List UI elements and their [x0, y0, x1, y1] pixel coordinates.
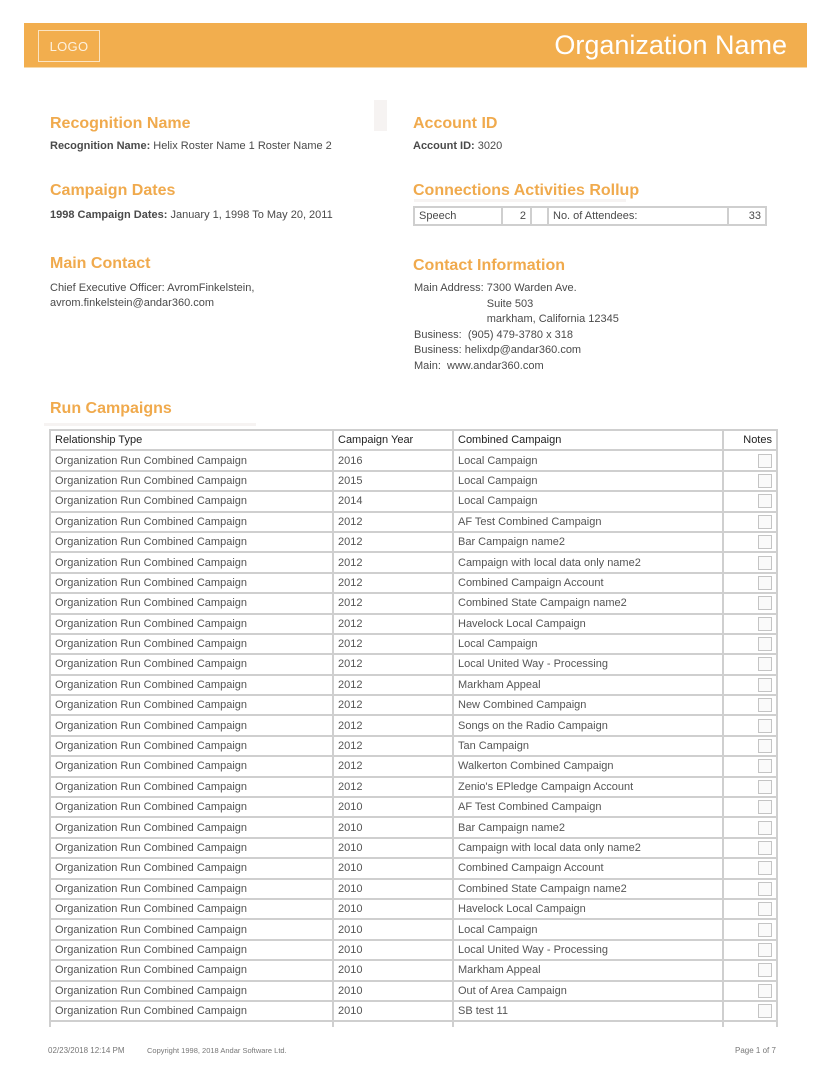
notes-cell — [723, 981, 777, 1001]
decorative-underline — [44, 423, 256, 426]
relationship-type-cell: Organization Run Combined Campaign — [50, 736, 333, 756]
combined-campaign-cell: AF Test Combined Campaign — [453, 512, 723, 532]
notes-cell — [723, 573, 777, 593]
campaign-year-cell: 2012 — [333, 552, 453, 572]
combined-campaign-cell: Local Campaign — [453, 471, 723, 491]
relationship-type-cell: Organization Run Combined Campaign — [50, 919, 333, 939]
main-contact-email: avrom.finkelstein@andar360.com — [50, 297, 215, 309]
table-row — [50, 593, 777, 613]
table-row — [50, 512, 777, 532]
table-row — [50, 756, 777, 776]
address-line1: 7300 Warden Ave. — [486, 282, 577, 294]
table-row — [50, 960, 777, 980]
table-row — [50, 838, 777, 858]
empty-cell — [333, 1021, 453, 1027]
relationship-type-cell: Organization Run Combined Campaign — [50, 797, 333, 817]
notes-cell — [723, 532, 777, 552]
recognition-name-value: Helix Roster Name 1 Roster Name 2 — [153, 140, 332, 152]
notes-cell — [723, 817, 777, 837]
rollup-table — [413, 206, 767, 226]
table-row — [50, 634, 777, 654]
main-website-label: Main: — [414, 359, 448, 372]
notes-checkbox[interactable] — [758, 617, 772, 631]
notes-checkbox[interactable] — [758, 882, 772, 896]
business-phone-label: Business: — [414, 328, 468, 341]
rollup-attendees-count: 33 — [748, 210, 761, 222]
rollup-activity: Speech — [415, 208, 503, 224]
notes-checkbox[interactable] — [758, 637, 772, 651]
notes-cell — [723, 634, 777, 654]
notes-checkbox[interactable] — [758, 963, 772, 977]
contact-information-heading: Contact Information — [413, 257, 565, 274]
empty-cell — [50, 1021, 333, 1027]
combined-campaign-cell: Combined Campaign Account — [453, 573, 723, 593]
combined-campaign-cell: Local United Way - Processing — [453, 654, 723, 674]
notes-checkbox[interactable] — [758, 535, 772, 549]
combined-campaign-cell: AF Test Combined Campaign — [453, 797, 723, 817]
combined-campaign-cell: Campaign with local data only name2 — [453, 838, 723, 858]
campaign-year-cell: 2012 — [333, 675, 453, 695]
account-id-field — [413, 139, 502, 154]
relationship-type-cell: Organization Run Combined Campaign — [50, 981, 333, 1001]
notes-cell — [723, 512, 777, 532]
combined-campaign-cell: Havelock Local Campaign — [453, 614, 723, 634]
footer-page-number: Page 1 of 7 — [735, 1046, 776, 1055]
combined-campaign-cell: Local Campaign — [453, 450, 723, 470]
notes-checkbox[interactable] — [758, 678, 772, 692]
notes-checkbox[interactable] — [758, 576, 772, 590]
table-row — [50, 532, 777, 552]
notes-checkbox[interactable] — [758, 698, 772, 712]
relationship-type-cell: Organization Run Combined Campaign — [50, 817, 333, 837]
notes-checkbox[interactable] — [758, 739, 772, 753]
relationship-type-cell: Organization Run Combined Campaign — [50, 1001, 333, 1021]
notes-checkbox[interactable] — [758, 943, 772, 957]
table-row — [50, 695, 777, 715]
main-contact-line1: Chief Executive Officer: AvromFinkelstein, — [50, 282, 255, 294]
table-row — [50, 981, 777, 1001]
notes-cell — [723, 654, 777, 674]
campaign-year-cell: 2010 — [333, 940, 453, 960]
notes-cell — [723, 491, 777, 511]
combined-campaign-cell: Campaign with local data only name2 — [453, 552, 723, 572]
rollup-attendees-label: No. of Attendees: — [549, 208, 729, 224]
notes-cell — [723, 552, 777, 572]
combined-campaign-cell: Combined State Campaign name2 — [453, 593, 723, 613]
campaign-year-cell: 2012 — [333, 715, 453, 735]
notes-cell — [723, 919, 777, 939]
header-banner — [24, 23, 807, 68]
combined-campaign-cell: Out of Area Campaign — [453, 981, 723, 1001]
table-header-row — [50, 430, 777, 450]
campaign-year-cell: 2010 — [333, 797, 453, 817]
combined-campaign-cell: Local Campaign — [453, 491, 723, 511]
footer-timestamp: 02/23/2018 12:14 PM — [48, 1046, 125, 1055]
business-email-value: helixdp@andar360.com — [464, 344, 582, 356]
table-row — [50, 573, 777, 593]
campaign-year-cell: 2012 — [333, 654, 453, 674]
campaign-year-cell: 2012 — [333, 634, 453, 654]
rollup-heading: Connections Activities Rollup — [413, 182, 640, 199]
decorative-artifact — [374, 100, 387, 131]
relationship-type-cell: Organization Run Combined Campaign — [50, 940, 333, 960]
footer-copyright: Copyright 1998, 2018 Andar Software Ltd. — [147, 1046, 287, 1055]
campaign-year-cell: 2012 — [333, 532, 453, 552]
relationship-type-cell: Organization Run Combined Campaign — [50, 756, 333, 776]
relationship-type-cell: Organization Run Combined Campaign — [50, 899, 333, 919]
relationship-type-cell: Organization Run Combined Campaign — [50, 858, 333, 878]
table-row — [50, 675, 777, 695]
notes-checkbox[interactable] — [758, 923, 772, 937]
notes-cell — [723, 593, 777, 613]
notes-cell — [723, 471, 777, 491]
notes-cell — [723, 695, 777, 715]
notes-checkbox[interactable] — [758, 556, 772, 570]
notes-checkbox[interactable] — [758, 902, 772, 916]
combined-campaign-cell: Zenio's EPledge Campaign Account — [453, 777, 723, 797]
main-website-row — [414, 359, 619, 375]
combined-campaign-cell: Songs on the Radio Campaign — [453, 715, 723, 735]
notes-cell — [723, 797, 777, 817]
notes-cell — [723, 614, 777, 634]
table-row — [50, 879, 777, 899]
campaign-year-cell: 2012 — [333, 614, 453, 634]
campaign-year-cell: 2012 — [333, 777, 453, 797]
notes-cell — [723, 879, 777, 899]
combined-campaign-cell: Combined State Campaign name2 — [453, 879, 723, 899]
business-email-row — [414, 343, 619, 359]
notes-checkbox[interactable] — [758, 454, 772, 468]
main-contact-heading: Main Contact — [50, 255, 151, 272]
notes-cell — [723, 858, 777, 878]
table-row — [50, 614, 777, 634]
address-line3: markham, California 12345 — [486, 313, 619, 325]
contact-information-block — [414, 281, 619, 374]
relationship-type-cell: Organization Run Combined Campaign — [50, 654, 333, 674]
table-row — [50, 450, 777, 470]
organization-name: Organization Name — [554, 30, 787, 60]
combined-campaign-cell: Tan Campaign — [453, 736, 723, 756]
notes-checkbox[interactable] — [758, 984, 772, 998]
notes-cell — [723, 675, 777, 695]
campaign-year-cell: 2010 — [333, 858, 453, 878]
main-address-row — [414, 281, 619, 328]
relationship-type-cell: Organization Run Combined Campaign — [50, 471, 333, 491]
relationship-type-cell: Organization Run Combined Campaign — [50, 960, 333, 980]
relationship-type-cell: Organization Run Combined Campaign — [50, 715, 333, 735]
notes-checkbox[interactable] — [758, 515, 772, 529]
empty-cell — [453, 1021, 723, 1027]
notes-cell — [723, 1001, 777, 1021]
notes-checkbox[interactable] — [758, 861, 772, 875]
run-campaigns-table — [49, 429, 778, 1027]
combined-campaign-cell: Markham Appeal — [453, 960, 723, 980]
relationship-type-cell: Organization Run Combined Campaign — [50, 614, 333, 634]
combined-campaign-cell: Local Campaign — [453, 919, 723, 939]
table-row — [50, 919, 777, 939]
relationship-type-cell: Organization Run Combined Campaign — [50, 593, 333, 613]
business-phone-row — [414, 328, 619, 344]
decorative-underline — [414, 199, 626, 202]
table-row — [50, 471, 777, 491]
relationship-type-cell: Organization Run Combined Campaign — [50, 675, 333, 695]
campaign-year-cell: 2015 — [333, 471, 453, 491]
table-row — [50, 817, 777, 837]
combined-campaign-cell: Bar Campaign name2 — [453, 817, 723, 837]
combined-campaign-cell: Local United Way - Processing — [453, 940, 723, 960]
notes-cell — [723, 960, 777, 980]
combined-campaign-cell: Local Campaign — [453, 634, 723, 654]
recognition-name-field — [50, 139, 332, 154]
campaign-year-cell: 2012 — [333, 573, 453, 593]
table-row — [50, 654, 777, 674]
account-id-label: Account ID: — [413, 140, 475, 152]
campaign-year-cell: 2010 — [333, 838, 453, 858]
notes-cell — [723, 838, 777, 858]
table-row — [50, 777, 777, 797]
table-row — [50, 736, 777, 756]
rollup-activity-count: 2 — [503, 208, 532, 224]
relationship-type-cell: Organization Run Combined Campaign — [50, 450, 333, 470]
table-row — [50, 899, 777, 919]
table-row — [50, 940, 777, 960]
notes-cell — [723, 756, 777, 776]
campaign-year-cell: 2012 — [333, 593, 453, 613]
combined-campaign-cell: SB test 11 — [453, 1001, 723, 1021]
relationship-type-cell: Organization Run Combined Campaign — [50, 777, 333, 797]
notes-checkbox[interactable] — [758, 719, 772, 733]
notes-checkbox[interactable] — [758, 800, 772, 814]
campaign-year-cell: 2012 — [333, 512, 453, 532]
notes-checkbox[interactable] — [758, 474, 772, 488]
campaign-year-cell: 2010 — [333, 879, 453, 899]
relationship-type-cell: Organization Run Combined Campaign — [50, 838, 333, 858]
column-relationship-type: Relationship Type — [50, 430, 333, 450]
notes-checkbox[interactable] — [758, 596, 772, 610]
column-campaign-year: Campaign Year — [333, 430, 453, 450]
campaign-dates-label: 1998 Campaign Dates: — [50, 209, 168, 221]
main-contact-field — [50, 281, 254, 311]
campaign-year-cell: 2010 — [333, 919, 453, 939]
campaign-year-cell: 2010 — [333, 960, 453, 980]
combined-campaign-cell: Havelock Local Campaign — [453, 899, 723, 919]
notes-cell — [723, 736, 777, 756]
campaign-year-cell: 2014 — [333, 491, 453, 511]
table-row — [50, 1001, 777, 1021]
campaign-year-cell: 2010 — [333, 981, 453, 1001]
recognition-name-heading: Recognition Name — [50, 115, 191, 132]
business-email-label: Business: — [414, 344, 465, 356]
relationship-type-cell: Organization Run Combined Campaign — [50, 512, 333, 532]
relationship-type-cell: Organization Run Combined Campaign — [50, 573, 333, 593]
notes-cell — [723, 715, 777, 735]
campaign-year-cell: 2012 — [333, 695, 453, 715]
table-row — [50, 552, 777, 572]
run-campaigns-heading: Run Campaigns — [50, 400, 172, 417]
relationship-type-cell: Organization Run Combined Campaign — [50, 879, 333, 899]
table-row — [50, 715, 777, 735]
notes-cell — [723, 899, 777, 919]
notes-checkbox[interactable] — [758, 841, 772, 855]
relationship-type-cell: Organization Run Combined Campaign — [50, 695, 333, 715]
column-notes: Notes — [723, 430, 777, 450]
notes-checkbox[interactable] — [758, 1004, 772, 1018]
notes-cell — [723, 450, 777, 470]
main-website-value: www.andar360.com — [447, 359, 544, 372]
notes-checkbox[interactable] — [758, 494, 772, 508]
account-id-value: 3020 — [477, 140, 503, 152]
relationship-type-cell: Organization Run Combined Campaign — [50, 532, 333, 552]
campaign-dates-field — [50, 208, 333, 223]
table-row — [50, 858, 777, 878]
combined-campaign-cell: Combined Campaign Account — [453, 858, 723, 878]
table-row — [50, 491, 777, 511]
relationship-type-cell: Organization Run Combined Campaign — [50, 634, 333, 654]
campaign-dates-value: January 1, 1998 To May 20, 2011 — [170, 209, 333, 221]
notes-cell — [723, 940, 777, 960]
logo: LOGO — [38, 30, 100, 62]
relationship-type-cell: Organization Run Combined Campaign — [50, 552, 333, 572]
notes-checkbox[interactable] — [758, 657, 772, 671]
notes-checkbox[interactable] — [758, 780, 772, 794]
recognition-name-label: Recognition Name: — [50, 140, 151, 152]
campaign-year-cell: 2016 — [333, 450, 453, 470]
campaign-year-cell: 2010 — [333, 899, 453, 919]
account-id-heading: Account ID — [413, 115, 498, 132]
campaign-year-cell: 2010 — [333, 817, 453, 837]
business-phone-value: (905) 479-3780 x 318 — [467, 328, 573, 341]
table-body — [50, 450, 777, 1027]
campaign-year-cell: 2010 — [333, 1001, 453, 1021]
table-row — [50, 797, 777, 817]
relationship-type-cell: Organization Run Combined Campaign — [50, 491, 333, 511]
main-address-label: Main Address: — [414, 282, 487, 294]
table-row-continuation — [50, 1021, 777, 1027]
empty-cell — [723, 1021, 777, 1027]
column-combined-campaign: Combined Campaign — [453, 430, 723, 450]
combined-campaign-cell: New Combined Campaign — [453, 695, 723, 715]
notes-checkbox[interactable] — [758, 821, 772, 835]
campaign-year-cell: 2012 — [333, 736, 453, 756]
notes-checkbox[interactable] — [758, 759, 772, 773]
campaign-dates-heading: Campaign Dates — [50, 182, 176, 199]
combined-campaign-cell: Walkerton Combined Campaign — [453, 756, 723, 776]
rollup-blank — [532, 208, 549, 224]
combined-campaign-cell: Bar Campaign name2 — [453, 532, 723, 552]
notes-cell — [723, 777, 777, 797]
address-line2: Suite 503 — [486, 297, 534, 310]
campaign-year-cell: 2012 — [333, 756, 453, 776]
combined-campaign-cell: Markham Appeal — [453, 675, 723, 695]
